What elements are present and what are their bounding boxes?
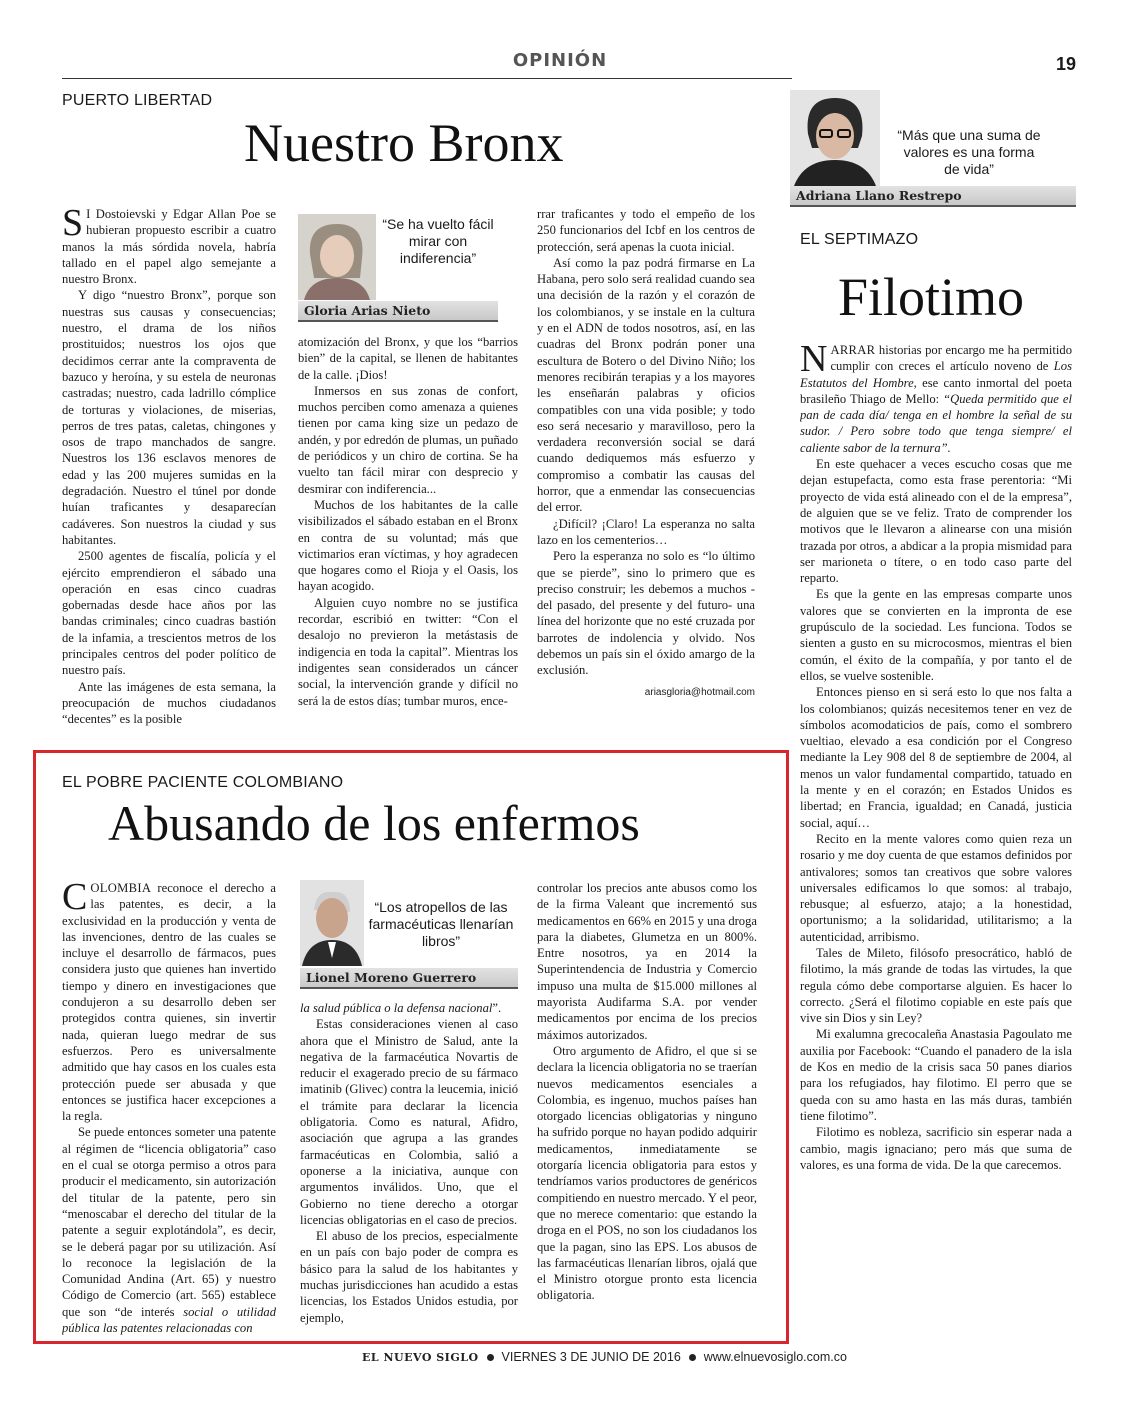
article2-p1-caps: ARRAR [830,343,876,357]
article2-p1-rest2: , ese canto inmortal del poeta brasileño Thiago de Mello: [800,375,1072,406]
article2-body [800,342,1072,1342]
article1-dropcap: S [62,206,84,244]
article2-p7: Mi exalumna grecocaleña Anastasia Pagoulato me auxilia por Facebook: “Cuando el panadero de la isla de Kos en medio de la crisis saca 50 panes diarios para los refugiados, hay filotimo. El perro que se queda con su amo hasta en las más duras, también tiene filotimo”. [800,1027,1072,1123]
article2-dropcap: N [800,342,828,380]
author-photo-lionel [300,880,364,966]
article3-col1-p2-italic: social o utilidad pública las patentes relacionadas con [62,1304,276,1336]
bullet-icon [487,1354,494,1361]
article3-title: Abusando de los enfermos [108,795,640,851]
article1-col3-p1: rrar traficantes y todo el empeño de los 250 funcionarios del Icbf en los centros de protección, será apenas la cuota inicial. [537,207,755,254]
article2-p4: Entonces pienso en si será esto lo que nos falta a los colombianos; quizás necesitemos tener en vez de símbolos acomodaticios de país, como el sombrero vueltiao, elevado a esa condición por el Congreso mediante la Ley 908 del 8 de septiembre de 2004, al menos un valor fundamental compartido, tatuado en la mente y en el corazón; en Estados Unidos es libertad; en Francia, igualdad; en Canadá, justicia social, aquí… [800,685,1072,830]
article3-col2-p2: Estas consideraciones vienen al caso ahora que el Ministro de Salud, ante la negativa de la farmacéutica Novartis de reducir el exagerado precio de su fármaco imatinib (Glivec) contra la leucemia, inició el trámite para declarar la licencia obligatoria. Como es natural, Afidro, asociación que agrupa a las grandes farmacéuticas en Colombia, salió a oponerse a la iniciativa, aunque con argumentos inválidos. Uno, que el Gobierno no tiene derecho a otorgar licencias obligatorias en el caso de precios. [300,1017,518,1227]
article1-col2-p4: Alguien cuyo nombre no se justifica recordar, escribió en twitter: “Con el desalojo no previeron la metástasis de indigencia en toda la capital”. Mientras los indigentes sean considerados un cáncer social, la intervención grande y difícil no será la de estos días; tumbar muros, ence- [298,595,518,708]
article3-col1-p2 [62,1124,276,1336]
article3-col3-p1: controlar los precios ante abusos como los de la firma Valeant que incrementó sus medicamentos en 66% en 2015 y una droga para la diabetes, Glumetza en un 800%. Entre nosotros, ya en 2014 la Superintendencia de Industria y Comercio impuso una multa de $15.000 millones al mayorista Audifarma S.A. por vender medicamentos por encima de los precios máximos autorizados. [537,881,757,1042]
article3-column-2 [300,1000,518,1340]
author-photo-gloria [298,214,376,300]
article3-column-1 [62,880,276,1340]
article3-col1-p2-text: Se puede entonces someter una patente al régimen de “licencia obligatoria” caso en el cual se otorga permiso a otros para producir el medicamento, sin autorización del titular de la patente, pero sin “menoscabar el derecho del titular de la patente a seguir explotándola”, es decir, se le deberá pagar por su utilización. Así lo reconoce la legislación de la Comunidad Andina (Art. 65) y nuestro Código de Comercio (art. 565) establece que son “de interés [62,1125,276,1319]
article3-dropcap: C [62,880,88,918]
article2-p1-rest: historias por encargo me ha permitido cumplir con creces el artículo noveno de [830,343,1072,374]
page-number: 19 [1056,54,1077,74]
portrait-icon [298,214,376,300]
article2-p2: En este quehacer a veces escucho cosas que me dejan estupefacta, como esta frase perentoria: “Mi proyecto de vida está alineado con el de la empresa”, de alguien que se ve feliz. Trato de comprender los motivos que le llevaron a alinearse con una misión trazada por otros, a abdicar a la propia mismidad para ser marioneta o títere, o en todo caso parte del reparto. [800,457,1072,586]
article3-pull-quote: “Los atropellos de las farmacéuticas llenarían libros” [368,899,514,949]
bullet-icon [689,1354,696,1361]
article1-title: Nuestro Bronx [244,113,564,173]
article1-col1-p4: Ante las imágenes de esta semana, la preocupación de muchos ciudadanos “decentes” es la posible [62,679,276,727]
article2-byline: Adriana Llano Restrepo [790,186,1076,207]
article1-col1-p2: Y digo “nuestro Bronx”, porque son nuestras sus causas y consecuencias; nuestro, el drama de los niños prostituidos; nuestros los ojos que decidimos cerrar ante la compraventa de bazuco y heroína, y su estela de neuronas castradas; nuestro, cada ladrillo cómplice de torturas y violaciones, de miserias, perros de tres patas, caletas, chingones y osos de trapo manchados de sangre. Nuestros los 136 esclavos menores de edad y las 200 mujeres sumidas en la degradación. Nuestro el túnel por donde huían traficantes y desaparecían cadáveres. Son nuestros la ciudad y sus habitantes. [62,288,276,547]
article3-col1-rest: reconoce el derecho a las patentes, es decir, a la exclusividad en la producción y venta de las invenciones, dentro de las cuales se incluye el desarrollo de fármacos, pues considera justo que quienes han invertido tiempo y dinero en investigaciones que condujeron a su desarrollo deben ser protegidos contra quienes, sin invertir nada, quieran luego medrar de sus esfuerzos. Pero es universalmente admitido que hay casos en los cuales esta protección puede ser abusada y que entonces se justifica hacer excepciones a la regla. [62,881,276,1124]
article1-column-2 [298,334,518,730]
page-header [0,0,1148,80]
article3-col2-p1-italic: la salud pública o la defensa nacional [300,1001,493,1015]
footer-date: VIERNES 3 DE JUNIO DE 2016 [501,1350,681,1364]
article1-email: ariasgloria@hotmail.com [644,686,755,698]
article3-col3-p2: Otro argumento de Afidro, el que si se declara la licencia obligatoria no se traerían nuevos medicamentos esenciales a Colombia, es ingenuo, muchos países han otorgado licencias obligatorias y ninguno ha sufrido porque no hayan podido adquirir medicamentos, inmediatamente se otorgaría licencia obligatoria para estos y tendríamos varios productores de genéricos compitiendo en nuestro mercado. Y el peor, que no merece comentario: que estando la droga en el POS, no son los ciudadanos los que la pagan, sino las EPS. Los abusos de las farmacéuticas llenarían libros, ojalá que el Ministro otorgue pronto esta licencia obligatoria. [537,1043,757,1303]
article1-section-label: PUERTO LIBERTAD [62,92,213,109]
article3-section-label: EL POBRE PACIENTE COLOMBIANO [62,774,344,791]
article1-column-1 [62,206,276,730]
portrait-icon [790,90,880,186]
article1-col3-p2: Así como la paz podrá firmarse en La Habana, pero solo será realidad cuando sea una decisión de la razón y el corazón de los colombianos, y se instale en la cultura y en el ADN de todos nosotros, así, en las cuadras del Bronx podrán poner una escultura de Botero o del Divino Niño; los menores recibirán terapias y a los mayores les enseñarán palabras y oficios compatibles con una vida posible; y todo eso será necesario y maravilloso, pero la verdadera reconversión social se dará cuando dediquemos más esfuerzo y compromiso a combatir las causas del horror, que a enmendar las consecuencias del error. [537,255,755,515]
article2-p8: Filotimo es nobleza, sacrificio sin esperar nada a cambio, magis ignaciano; pero más que suma de valores, es una forma de vida. De la que carecemos. [800,1125,1072,1172]
article2-p1-book: Los Estatutos del Hombre [800,359,1072,390]
article1-col2-p3: Muchos de los habitantes de la calle visibilizados el sábado estaban en el Bronx en contra de su voluntad; más que victimarios eran víctimas, y hoy agradecen que hogares como el Rioja y el Oasis, los hayan acogido. [298,497,518,594]
article3-col1-p1 [62,880,276,1124]
article3-col2-p1-end: ”. [492,1001,502,1015]
article2-section-label: EL SEPTIMAZO [800,231,919,248]
article1-col1-p3: 2500 agentes de fiscalía, policía y el ejército emprendieron el sábado una operación en esas cinco cuadras gobernadas desde hace años por las bandas criminales; cinco cuadras bastión de la infamia, a trescientos metros de los principales centros del poder político de nuestro país. [62,549,276,678]
article3-column-3 [537,880,757,1340]
article2-p1 [800,342,1072,456]
article3-byline: Lionel Moreno Guerrero [300,968,518,989]
article1-col3-p3: ¿Difícil? ¡Claro! La esperanza no salta lazo en los cementerios… [537,516,755,547]
article2-p5: Recito en la mente valores como quien reza un rosario y me doy cuenta de que estamos definidos por antivalores; somos tan creativos que sobre valores universales edificamos lo que somos: al trabajo, rebusque; al esfuerzo, atajo; a la honestidad, oportunismo; a la solidaridad, utilitarismo; a la autenticidad, arribismo. [800,831,1072,944]
article2-p3: Es que la gente en las empresas comparte unos valores que se convierten en la impronta de ese grupúsculo de la sociedad. Les funciona. Todos se sienten a gusto en su microcosmos, mientras el bien común, el éxito de la compañía, y por tanto el de ellos, se vuelve sostenible. [800,587,1072,683]
article3-col1-caps: OLOMBIA [90,881,152,895]
author-photo-adriana [790,90,880,186]
page-footer [362,1350,847,1364]
article1-col3-p4: Pero la esperanza no solo es “lo último que se pierde”, sino lo primero que es preciso construir; les debemos a muchos -del pasado, del presente y del futuro- una línea del horizonte que no esté cruzada por barrotes de indolencia y olvido. Nos debemos un país sin el óxido amargo de la exclusión. [537,549,755,678]
section-header-title: OPINIÓN [512,50,608,71]
article1-byline: Gloria Arias Nieto [298,301,498,322]
article1-col1-p1: I Dostoievski y Edgar Allan Poe se hubieran propuesto escribir a cuatro manos la más sórdida novela, habría tallado en el papel algo semejante a nuestro Bronx. [62,207,276,287]
article3-col2-p3: El abuso de los precios, especialmente en un país con bajo poder de compra es básico para la salud de los habitantes y muchas jurisdicciones han acudido a estas licencias, los Estados Unidos estudia, por ejemplo, [300,1229,518,1325]
header-rule [62,78,792,79]
article3-col2-p1 [300,1000,518,1016]
article1-col2-p2: Inmersos en sus zonas de confort, muchos perciben como amenaza a quienes tienen por cama king size un pedazo de andén, y por edredón de plumas, un puñado de periódicos y un chiro de cortina. Se ha vuelto tan fácil mirar con desprecio y desmirar con indiferencia... [298,383,518,496]
footer-brand: EL NUEVO SIGLO [362,1350,479,1364]
footer-url: www.elnuevosiglo.com.co [703,1350,847,1364]
article2-pull-quote: “Más que una suma de valores es una forma de vida” [897,127,1041,177]
article1-pull-quote: “Se ha vuelto fácil mirar con indiferencia” [382,216,494,266]
portrait-icon [300,880,364,966]
article2-title: Filotimo [838,267,1025,327]
article2-p1-poem: “Queda permitido que el pan de cada día/ tenga en el hombre la señal de su sudor. / Pero sobre todo que tenga siempre/ el caliente sabor de la ternura”. [800,391,1072,455]
article1-col2-p1: atomización del Bronx, y que los “barrios bien” de la capital, se llenen de habitantes de la calle. ¡Dios! [298,335,518,382]
article2-p6: Tales de Mileto, filósofo presocrático, habló de filotimo, la más grande de todas las virtudes, la que regula cómo debe comportarse alguien. Es hacer lo correcto. ¿Será el filotimo copiable en este país que vive sin Dios y sin Ley? [800,945,1072,1026]
article1-column-3 [537,206,755,738]
